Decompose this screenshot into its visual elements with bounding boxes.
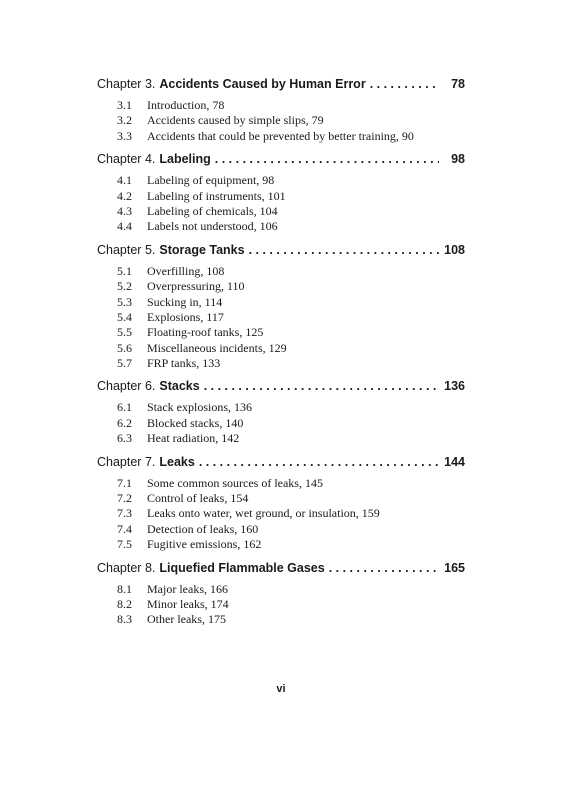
chapter-4: [97, 151, 465, 235]
section-entry[interactable]: [97, 506, 465, 521]
section-title: Some common sources of leaks, 145: [147, 475, 323, 490]
chapter-label: Chapter 7.: [97, 454, 156, 469]
chapter-page-number: 108: [444, 242, 465, 257]
section-number: 7.5: [117, 537, 132, 552]
section-entry[interactable]: [97, 491, 465, 506]
chapter-label: Chapter 5.: [97, 242, 156, 257]
section-number: 3.1: [117, 98, 132, 112]
section-entry[interactable]: [97, 204, 465, 219]
section-number: 7.2: [117, 491, 132, 506]
section-list: [97, 582, 465, 628]
chapter-title: Storage Tanks: [159, 242, 245, 257]
chapter-title: Liquefied Flammable Gases: [159, 560, 325, 575]
section-number: 5.1: [117, 263, 132, 278]
chapter-label: Chapter 6.: [97, 379, 156, 394]
section-title: Accidents that could be prevented by better training, 90: [147, 128, 414, 143]
section-entry[interactable]: [97, 219, 465, 234]
section-title: Detection of leaks, 160: [147, 521, 259, 536]
chapter-7: [97, 454, 465, 553]
chapter-page-number: 78: [451, 77, 465, 91]
section-title: Stack explosions, 136: [147, 400, 252, 415]
chapter-heading[interactable]: [97, 378, 465, 394]
chapter-title: Accidents Caused by Human Error: [159, 77, 366, 91]
section-number: 6.1: [117, 400, 132, 415]
section-entry[interactable]: [97, 400, 465, 415]
chapter-page-number: 136: [444, 379, 465, 394]
chapter-heading[interactable]: [97, 454, 465, 470]
section-title: Introduction, 78: [147, 98, 225, 112]
section-number: 4.1: [117, 173, 132, 188]
chapter-title: Leaks: [159, 454, 195, 469]
section-number: 4.3: [117, 203, 132, 218]
section-title: Heat radiation, 142: [147, 431, 240, 446]
section-title: Floating-roof tanks, 125: [147, 325, 264, 340]
section-title: Major leaks, 166: [147, 581, 228, 596]
chapter-page-number: 165: [444, 560, 465, 575]
section-number: 4.2: [117, 188, 132, 203]
section-title: Miscellaneous incidents, 129: [147, 340, 287, 355]
section-entry[interactable]: [97, 113, 465, 128]
section-entry[interactable]: [97, 537, 465, 552]
dot-leader: [204, 378, 439, 394]
dot-leader: [370, 76, 439, 92]
section-entry[interactable]: [97, 264, 465, 279]
chapter-title: Stacks: [159, 379, 200, 394]
chapter-page-number: 144: [444, 454, 465, 469]
section-entry[interactable]: [97, 416, 465, 431]
section-number: 6.2: [117, 415, 132, 430]
section-title: Accidents caused by simple slips, 79: [147, 113, 324, 128]
dot-leader: [329, 560, 439, 576]
section-list: [97, 400, 465, 446]
chapter-title: Labeling: [159, 152, 211, 167]
section-entry[interactable]: [97, 612, 465, 627]
section-number: 3.3: [117, 128, 132, 143]
section-list: [97, 476, 465, 553]
section-entry[interactable]: [97, 129, 465, 144]
chapter-page-number: 98: [451, 152, 465, 167]
spacer: [97, 447, 465, 454]
section-title: Leaks onto water, wet ground, or insulation, 159: [147, 506, 380, 521]
section-title: Labeling of instruments, 101: [147, 188, 286, 203]
section-number: 5.7: [117, 356, 132, 371]
chapter-heading[interactable]: [97, 560, 465, 576]
section-number: 8.1: [117, 581, 132, 596]
section-title: Control of leaks, 154: [147, 491, 249, 506]
section-number: 6.3: [117, 431, 132, 446]
section-entry[interactable]: [97, 279, 465, 294]
section-number: 8.2: [117, 596, 132, 611]
section-title: Labels not understood, 106: [147, 219, 278, 234]
section-list: [97, 264, 465, 372]
page-folio: vi: [276, 683, 286, 695]
section-list: [97, 98, 465, 144]
chapter-label: Chapter 4.: [97, 152, 156, 167]
section-entry[interactable]: [97, 295, 465, 310]
section-number: 5.6: [117, 340, 132, 355]
section-list: [97, 173, 465, 235]
dot-leader: [199, 454, 439, 470]
section-entry[interactable]: [97, 582, 465, 597]
chapter-3: [97, 76, 465, 144]
section-title: Other leaks, 175: [147, 612, 226, 627]
section-number: 5.5: [117, 325, 132, 340]
section-entry[interactable]: [97, 597, 465, 612]
section-entry[interactable]: [97, 476, 465, 491]
spacer: [97, 235, 465, 242]
section-title: FRP tanks, 133: [147, 356, 221, 371]
section-title: Labeling of chemicals, 104: [147, 203, 278, 218]
section-title: Blocked stacks, 140: [147, 415, 244, 430]
chapter-6: [97, 378, 465, 446]
section-title: Overpressuring, 110: [147, 279, 245, 294]
chapter-heading[interactable]: [97, 76, 465, 92]
section-number: 5.2: [117, 279, 132, 294]
section-number: 4.4: [117, 219, 132, 234]
spacer: [97, 553, 465, 560]
dot-leader: [249, 242, 439, 258]
section-number: 3.2: [117, 113, 132, 128]
section-entry[interactable]: [97, 98, 465, 113]
chapter-heading[interactable]: [97, 151, 465, 167]
section-entry[interactable]: [97, 522, 465, 537]
chapter-8: [97, 560, 465, 628]
chapter-label: Chapter 8.: [97, 560, 156, 575]
section-entry[interactable]: [97, 173, 465, 188]
section-entry[interactable]: [97, 341, 465, 356]
spacer: [97, 144, 465, 151]
chapter-5: [97, 242, 465, 372]
section-title: Minor leaks, 174: [147, 596, 229, 611]
chapter-heading[interactable]: [97, 242, 465, 258]
table-of-contents: [97, 76, 465, 628]
section-title: Labeling of equipment, 98: [147, 173, 275, 188]
section-number: 8.3: [117, 612, 132, 627]
section-title: Overfilling, 108: [147, 263, 225, 278]
section-entry[interactable]: [97, 356, 465, 371]
section-title: Explosions, 117: [147, 309, 224, 324]
section-title: Sucking in, 114: [147, 294, 223, 309]
section-number: 5.3: [117, 294, 132, 309]
section-entry[interactable]: [97, 325, 465, 340]
section-number: 7.1: [117, 475, 132, 490]
dot-leader: [215, 151, 439, 167]
chapter-label: Chapter 3.: [97, 77, 156, 91]
spacer: [97, 371, 465, 378]
section-entry[interactable]: [97, 310, 465, 325]
section-number: 5.4: [117, 309, 132, 324]
section-number: 7.4: [117, 521, 132, 536]
section-entry[interactable]: [97, 431, 465, 446]
section-number: 7.3: [117, 506, 132, 521]
section-title: Fugitive emissions, 162: [147, 537, 262, 552]
section-entry[interactable]: [97, 189, 465, 204]
